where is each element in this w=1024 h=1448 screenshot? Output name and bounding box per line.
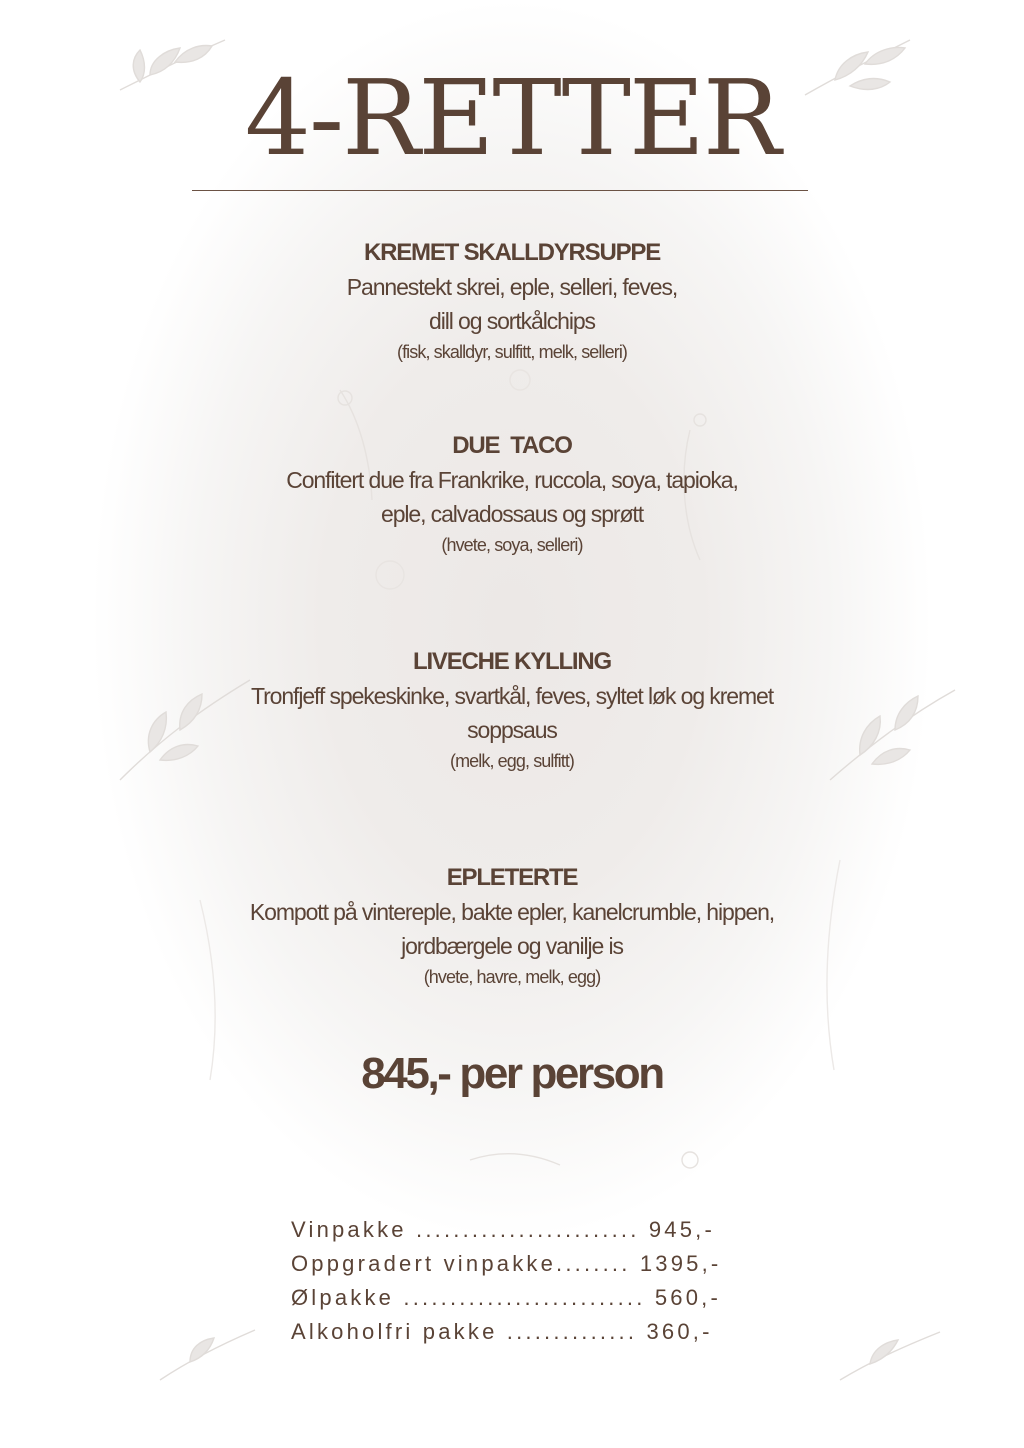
course-2 [200,429,824,559]
course-description-line: dill og sortkålchips [429,308,595,334]
course-name: KREMET SKALLDYRSUPPE [363,239,661,266]
package-upgraded-wine: Oppgradert vinpakke........ 1395,- [291,1251,722,1276]
course-allergens: (melk, egg, sulfitt) [449,751,575,771]
package-non-alcoholic: Alkoholfri pakke .............. 360,- [291,1319,713,1344]
drink-packages [291,1213,791,1349]
course-description-line: Kompott på vintereple, bakte epler, kanelcrumble, hippen, [249,899,775,925]
package-wine: Vinpakke ........................ 945,- [291,1217,715,1242]
course-1 [200,236,824,366]
course-allergens: (hvete, havre, melk, egg) [423,967,601,987]
course-name: LIVECHE KYLLING [412,648,611,675]
course-description-line: Confitert due fra Frankrike, ruccola, soya, tapioka, [286,467,738,493]
course-description-line: Tronfjeff spekeskinke, svartkål, feves, syltet løk og kremet [251,683,773,709]
course-description-line: Pannestekt skrei, eple, selleri, feves, [346,274,678,300]
course-name: DUE TACO [452,432,572,459]
package-beer: Ølpakke .......................... 560,- [291,1285,721,1310]
course-4 [200,861,824,991]
course-3 [200,645,824,775]
course-name: EPLETERTE [446,864,578,891]
menu-price: 845,- per person [361,1049,663,1098]
course-description-line: jordbærgele og vanilje is [401,933,623,959]
course-description-line: eple, calvadossaus og sprøtt [381,501,643,527]
menu-title: 4-RETTER [244,57,780,179]
title-divider [192,190,808,191]
course-description-line: soppsaus [467,717,557,743]
course-allergens: (hvete, soya, selleri) [441,535,583,555]
course-allergens: (fisk, skalldyr, sulfitt, melk, selleri) [396,342,628,362]
